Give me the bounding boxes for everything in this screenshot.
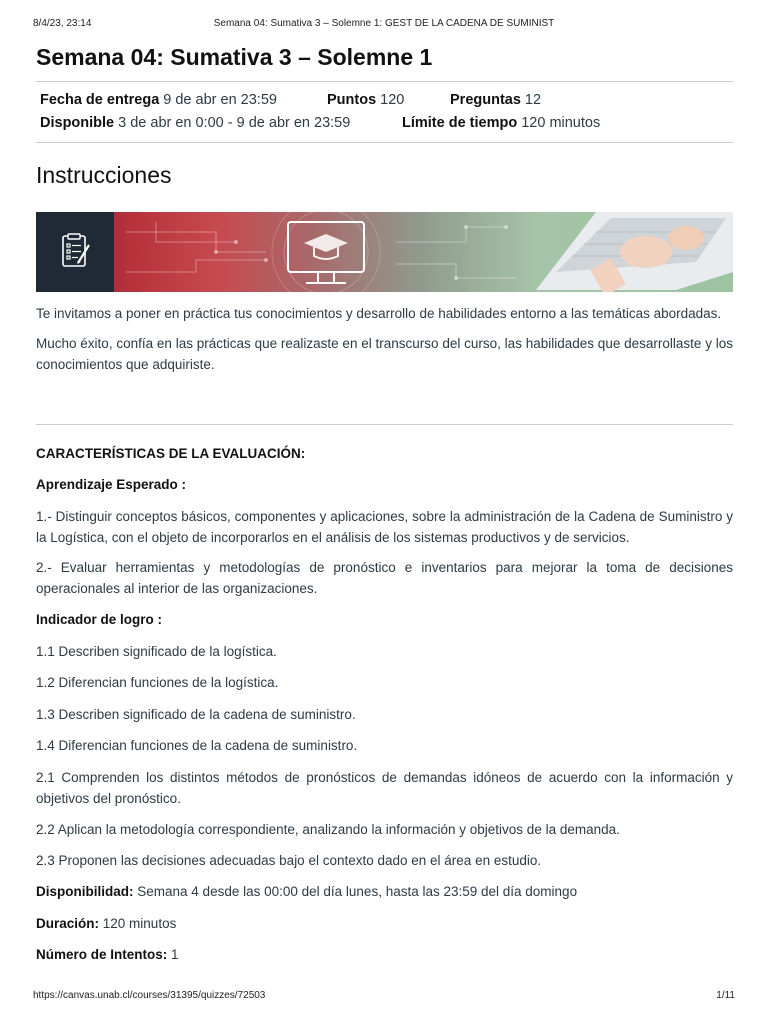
duration-label: Duración:: [36, 916, 100, 931]
print-footer: [33, 990, 735, 1004]
available-label: Disponible: [40, 115, 115, 131]
expected-learning-heading-text: Aprendizaje Esperado :: [36, 477, 187, 492]
section-heading: [36, 443, 733, 464]
indicator-heading-text: Indicador de logro :: [36, 612, 163, 627]
indicator-item: 2.1 Comprenden los distintos métodos de pronósticos de demandas idóneos de acuerdo con la información y objetivos del pronóstico.: [36, 770, 733, 806]
page-url: https://canvas.unab.cl/courses/31395/quizzes/72503: [33, 990, 266, 1001]
indicator-heading: [36, 609, 733, 630]
print-date: 8/4/23, 23:14: [33, 18, 92, 29]
attempts-line: [36, 944, 733, 965]
meta-questions: [450, 92, 541, 108]
graduation-monitor-icon: [288, 222, 364, 283]
availability-label: Disponibilidad:: [36, 884, 134, 899]
indicator-item: 2.2 Aplican la metodología correspondiente, analizando la información y objetivos de la demanda.: [36, 822, 620, 837]
banner-art: [36, 212, 733, 292]
due-value: 9 de abr en 23:59: [163, 92, 277, 108]
section-heading-text: CARACTERÍSTICAS DE LA EVALUACIÓN:: [36, 446, 306, 461]
attempts-value: 1: [171, 947, 179, 962]
expected-learning-item-1: 1.- Distinguir conceptos básicos, componentes y aplicaciones, sobre la administración de la Cadena de Suministro y la Logística, con el objeto de incorporarlos en el análisis de los sistemas productivos y de servicios.: [36, 509, 733, 545]
points-label: Puntos: [327, 92, 377, 108]
indicator-item: 1.3 Describen significado de la cadena de suministro.: [36, 707, 356, 722]
print-header: [33, 18, 735, 32]
divider: [36, 81, 733, 82]
time-limit-value: 120 minutos: [521, 115, 601, 131]
laptop-keyboard-art: [536, 212, 733, 292]
divider: [36, 142, 733, 143]
available-value: 3 de abr en 0:00 - 9 de abr en 23:59: [118, 115, 351, 131]
indicator-item: 1.4 Diferencian funciones de la cadena de suministro.: [36, 738, 358, 753]
meta-points: [327, 92, 404, 108]
due-label: Fecha de entrega: [40, 92, 160, 108]
divider: [36, 424, 733, 425]
page-title: Semana 04: Sumativa 3 – Solemne 1: [36, 44, 433, 70]
page-number: 1/11: [716, 990, 735, 1001]
instructions-banner: [36, 212, 733, 292]
questions-value: 12: [524, 92, 542, 108]
availability-value: Semana 4 desde las 00:00 del día lunes, hasta las 23:59 del día domingo: [137, 884, 578, 899]
instructions-title: Instrucciones: [36, 162, 172, 188]
expected-learning-heading: [36, 474, 733, 495]
time-limit-label: Límite de tiempo: [402, 115, 518, 131]
indicator-item: 1.1 Describen significado de la logística.: [36, 644, 277, 659]
indicator-item: 1.2 Diferencian funciones de la logística.: [36, 675, 279, 690]
questions-label: Preguntas: [450, 92, 521, 108]
meta-available: [40, 115, 350, 131]
points-value: 120: [380, 92, 405, 108]
availability-line: [36, 881, 733, 902]
intro-paragraph-2: Mucho éxito, confía en las prácticas que realizaste en el transcurso del curso, las habilidades que desarrollaste y los conocimientos que adquiriste.: [36, 336, 733, 372]
indicator-item: 2.3 Proponen las decisiones adecuadas bajo el contexto dado en el área en estudio.: [36, 853, 542, 868]
meta-due: [40, 92, 277, 108]
expected-learning-item-2: 2.- Evaluar herramientas y metodologías de pronóstico e inventarios para mejorar la toma de decisiones operacionales al interior de las organizaciones.: [36, 560, 733, 596]
duration-value: 120 minutos: [102, 916, 177, 931]
duration-line: [36, 913, 733, 934]
attempts-label: Número de Intentos:: [36, 947, 168, 962]
meta-time-limit: [402, 115, 600, 131]
print-title: Semana 04: Sumativa 3 – Solemne 1: GEST DE LA CADENA DE SUMINIST: [213, 18, 555, 29]
intro-paragraph-1: Te invitamos a poner en práctica tus conocimientos y desarrollo de habilidades entorno a las temáticas abordadas.: [36, 306, 722, 321]
